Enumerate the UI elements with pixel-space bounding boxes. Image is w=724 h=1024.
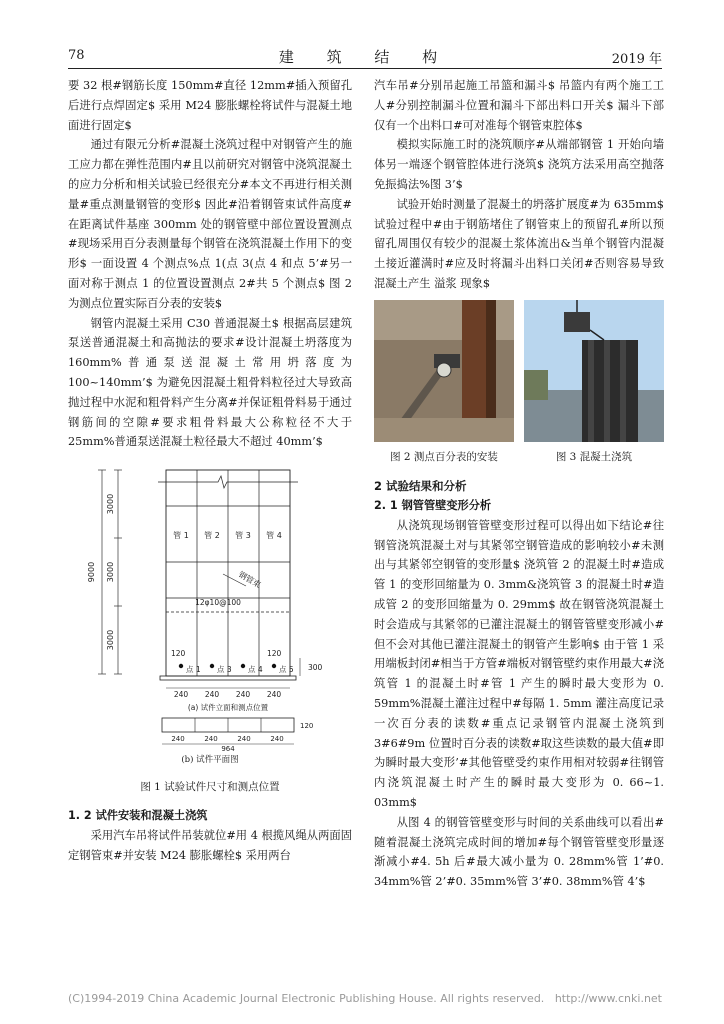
journal-title: 建 筑 结 构 [278,48,452,66]
header-rule [68,68,662,69]
point-label: 点 3 [217,665,232,675]
dim-120-a: 120 [171,649,186,659]
dim-top: 3000 [106,493,115,515]
subsection-heading: 2. 1 钢管管壁变形分析 [374,498,492,512]
photo-row [374,300,664,466]
paragraph: 汽车吊#分别吊起施工吊篮和漏斗$ 吊篮内有两个施工工人#分别控制漏斗位置和漏斗下部出料口开关$ 漏斗下部仅有一个出料口#可对准每个钢管束腔体$ [374,79,664,132]
section-heading: 2 试验结果和分析 [374,478,467,493]
dim-plan-depth: 120 [300,722,314,731]
figure-2 [374,300,514,466]
copyright-notice: (C)1994-2019 China Academic Journal Electronic Publishing House. All rights reserved. [68,992,545,1005]
issue-year: 2019 年 [611,52,662,67]
dim-240: 240 [235,690,251,700]
left-column [68,76,352,866]
dim-240-plan: 240 [237,735,251,744]
paragraph: 钢管内混凝土采用 C30 普通混凝土$ 根据高层建筑泵送普通混凝土和高抛法的要求#设计混凝土坍落度为 160mm%普通泵送混凝土常用坍落度为 100~140mm’$ 为避免因混凝土粗骨料粒径过大导致高抛过程中水泥和粗骨料产生分离#并保证粗骨料易于通过钢筋间的空隙#要求粗骨料最大公称粒径不大于 25mm%普通泵送混凝土粒径最大不超过 40mm’$ [68,316,352,449]
pipe-label: 管 2 [204,531,220,541]
dim-300: 300 [308,663,323,673]
pipe-label: 管 4 [266,531,282,541]
section-heading: 1. 2 试件安装和混凝土浇筑 [68,809,208,823]
subfigure-a-label: (a) 试件立面和测点位置 [187,703,269,713]
paragraph: 从图 4 的钢管管壁变形与时间的关系曲线可以看出#随着混凝土浇筑完成时间的增加#每个钢管管壁变形量逐渐减小#4. 5h 后#最大减小量为 0. 28mm%管 1’#0. 34mm%管 2’#0. 35mm%管 3’#0. 38mm%管 4’$ [374,815,664,889]
page-number: 78 [68,48,85,63]
paragraph: 采用汽车吊将试件吊装就位#用 4 根揽风绳从两面固定钢管束#并安装 M24 膨胀螺栓$ 采用两台 [68,829,352,862]
cnki-url[interactable]: http://www.cnki.net [554,992,662,1005]
concrete-pouring-photo [524,300,664,442]
pipe-bundle-label: 钢管束 [237,570,263,590]
dim-240-plan: 240 [270,735,284,744]
rebar-label: 12φ10@100 [195,598,241,608]
figure-3-caption: 图 3 混凝土浇筑 [555,450,633,463]
figure-3 [524,300,664,466]
subfigure-b-label: (b) 试件平面图 [181,755,239,766]
dim-mid: 3000 [106,561,115,583]
specimen-drawing [68,462,352,752]
point-label: 点 1 [186,665,201,675]
point-label: 点 4 [248,665,263,675]
paragraph: 通过有限元分析#混凝土浇筑过程中对钢管产生的施工应力都在弹性范围内#且以前研究对钢管中浇筑混凝土的应力分析和相关试验已经很充分#本文不再进行相关测量#重点测量钢管的变形$ 因此#沿着钢管束试件高度#在距离试件基座 300mm 处的钢管壁中部位置设置测点#现场采用百分表测量每个钢管在浇筑混凝土作用下的变形$ 一面设置 4 个测点%点 1(点 3(点 4 和点 5’#另一面对称于测点 1 的位置设置测点 2#共 5 个测点$ 图 2 为测点位置实际百分表的安装$ [68,138,352,310]
dim-240: 240 [266,690,282,700]
dim-240: 240 [173,690,189,700]
pipe-label: 管 1 [173,531,189,541]
paragraph: 要 32 根#钢筋长度 150mm#直径 12mm#插入预留孔后进行点焊固定$ 采用 M24 膨胀螺栓将试件与混凝土地面进行固定$ [68,79,352,132]
paragraph: 从浇筑现场钢管管壁变形过程可以得出如下结论#往钢管浇筑混凝土对与其紧邻空钢管造成的影响较小#未测出与其紧邻空钢管的变形量$ 浇筑管 2 的混凝土时#造成管 1 的变形回缩量为 0. 3mm&浇筑管 3 的混凝土时#造成管 2 的变形回缩量为 0. 29mm$ 故在钢管浇筑混凝土时会造成与其紧邻的已灌注混凝土的钢管管壁变形减小#但不会对其他已灌注混凝土的钢管产生影响$ 由于管 1 采用端板封闭#相当于方管#端板对钢管壁约束作用最大#浇筑管 1 的混凝土时#管 1 产生的瞬时最大变形为 0. 59mm%混凝土灌注过程中#每隔 1. 5mm 灌注高度记录一次百分表的读数#重点记录钢管内混凝土浇筑到 3#6#9m 位置时百分表的读数#取这些读数的最大值#即为瞬时最大变形’#其他管壁受约束作用相对较弱#往钢管内浇筑混凝土时产生的瞬时最大变形为 0. 66~1. 03mm$ [374,518,664,809]
dim-height: 9000 [87,561,96,583]
dim-240-plan: 240 [204,735,218,744]
dim-plan-total: 964 [221,745,235,753]
running-header [68,44,662,66]
paragraph: 模拟实际施工时的浇筑顺序#从端部钢管 1 开始向墙体另一端逐个钢管腔体进行浇筑$ 浇筑方法采用高空抛落免振捣法%图 3’$ [374,138,664,191]
pipe-label: 管 3 [235,531,251,541]
figure-1-caption: 图 1 试验试件尺寸和测点位置 [140,781,280,794]
dial-gauge-photo [374,300,514,442]
figure-1 [68,462,352,796]
dim-240: 240 [204,690,220,700]
right-column [374,76,664,892]
point-label: 点 5 [279,665,294,675]
figure-2-caption: 图 2 测点百分表的安装 [390,450,498,463]
paragraph: 试验开始时测量了混凝土的坍落扩展度#为 635mm$ 试验过程中#由于钢筋堵住了钢管束上的预留孔#所以预留孔周围仅有较少的混凝土浆体流出&当单个钢管内混凝土接近灌满时#应及时将漏斗出料口关闭#否则容易导致混凝土产生 溢浆 现象$ [374,197,664,290]
dim-bot: 3000 [106,629,115,651]
dim-240-plan: 240 [171,735,185,744]
dim-120-b: 120 [267,649,282,659]
